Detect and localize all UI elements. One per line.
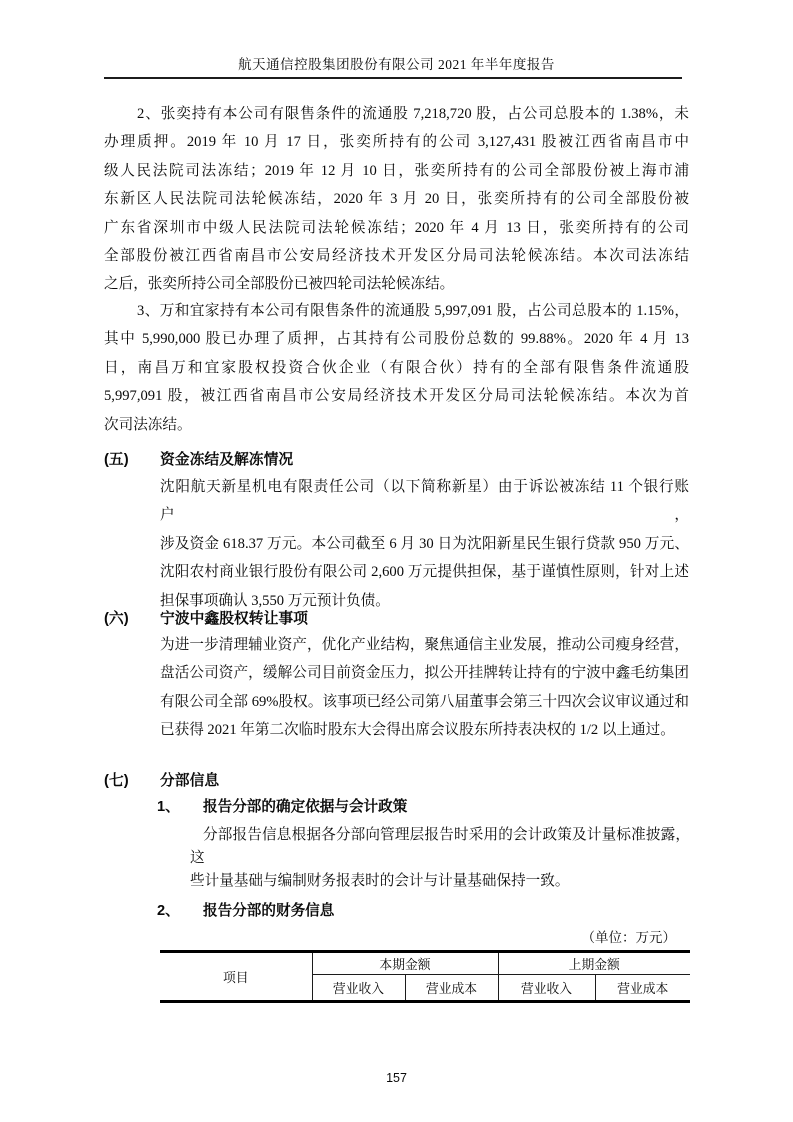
table-header-prior-revenue: 营业收入: [498, 975, 595, 1002]
subsection-2-heading: [157, 897, 334, 925]
table-unit-note: （单位：万元）: [581, 930, 676, 945]
subsection-1-body: 分部报告信息根据各分部向管理层报告时采用的会计政策及计量标准披露，这 些计量基础与编制财务报表时的会计与计量基础保持一致。: [190, 827, 690, 889]
page-number: 157: [386, 1071, 407, 1085]
paragraph-zhangyi-shares: 2、张奕持有本公司有限售条件的流通股 7,218,720 股，占公司总股本的 1.38%，未 办理质押。2019 年 10 月 17 日，张奕所持有的公司 3,127,431 股被江西省南昌市中 级人民法院司法冻结；2019 年 12 月 10 日，张奕所持有的公司全部股份被上海市浦 东新区人民法院司法轮候冻结，2020 年 3 月 20 日，张奕所持有的公司全部股份被 广东省深圳市中级人民法院司法轮候冻结；2020 年 4 月 13 日，张奕所持有的公司 全部股份被江西省南昌市公安局经济技术开发区分局司法轮候冻结。本次司法冻结 之后，张奕所持公司全部股份已被四轮司法轮候冻结。: [104, 106, 689, 293]
section-7-heading: [104, 767, 219, 795]
subsection-2-number: 2、: [157, 903, 180, 919]
table-header-current-revenue: 营业收入: [312, 975, 405, 1002]
subsection-1-number: 1、: [157, 799, 180, 815]
header-rule: [104, 77, 682, 79]
running-header-title: 航天通信控股集团股份有限公司 2021 年半年度报告: [238, 57, 555, 72]
subsection-1-title: 报告分部的确定依据与会计政策: [203, 799, 408, 815]
table-header-prior-period: 上期金额: [498, 952, 690, 975]
subsection-1-heading: [157, 793, 407, 821]
table-header-prior-cost: 营业成本: [595, 975, 690, 1002]
table-header-current-period: 本期金额: [312, 952, 498, 975]
paragraph-wanheyijia-shares: 3、万和宜家持有本公司有限售条件的流通股 5,997,091 股，占公司总股本的 1.15%， 其中 5,990,000 股已办理了质押，占其持有公司股份总数的 99.88%。2020 年 4 月 13 日，南昌万和宜家股权投资合伙企业（有限合伙）持有的全部有限售条件流通股 5,997,091 股，被江西省南昌市公安局经济技术开发区分局司法轮候冻结。本次为首 次司法冻结。: [104, 303, 689, 433]
section-6-number: (六): [104, 611, 129, 627]
section-6-title: 宁波中鑫股权转让事项: [160, 611, 308, 627]
section-6-body: 为进一步清理辅业资产，优化产业结构，聚焦通信主业发展，推动公司瘦身经营， 盘活公司资产，缓解公司目前资金压力，拟公开挂牌转让持有的宁波中鑫毛纺集团 有限公司全部 69%股权。该事项已经公司第八届董事会第三十四次会议审议通过和 已获得 2021 年第二次临时股东大会得出席会议股东所持表决权的 1/2 以上通过。: [160, 637, 689, 739]
section-5-title: 资金冻结及解冻情况: [160, 452, 294, 468]
segment-finance-table: [160, 950, 690, 1003]
section-7-number: (七): [104, 773, 129, 789]
section-5-number: (五): [104, 452, 129, 468]
section-7-title: 分部信息: [160, 773, 220, 789]
section-5-body: 沈阳航天新星机电有限责任公司（以下简称新星）由于诉讼被冻结 11 个银行账户， 涉及资金 618.37 万元。本公司截至 6 月 30 日为沈阳新星民生银行贷款 950 万元、 沈阳农村商业银行股份有限公司 2,600 万元提供担保，基于谨慎性原则，针对上述 担保事项确认 3,550 万元预计负债。: [160, 479, 689, 609]
table-header-current-cost: 营业成本: [405, 975, 498, 1002]
table-header-item-column: 项目: [222, 971, 249, 985]
section-6-heading: [104, 605, 308, 633]
subsection-2-title: 报告分部的财务信息: [203, 903, 335, 919]
section-5-heading: [104, 446, 293, 474]
table-header-row-groups: [160, 952, 690, 975]
